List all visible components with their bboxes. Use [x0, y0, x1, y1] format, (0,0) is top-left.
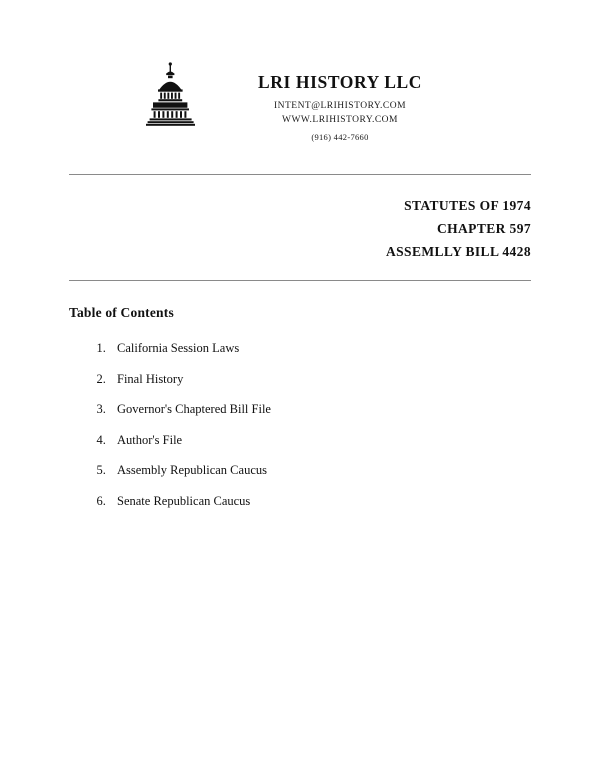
company-name: LRI HISTORY LLC — [258, 72, 422, 92]
list-item[interactable]: 6. Senate Republican Caucus — [109, 493, 531, 509]
list-item[interactable]: 3. Governor's Chaptered Bill File — [109, 401, 531, 417]
company-email: INTENT@LRIHISTORY.COM — [273, 101, 407, 111]
company-website: WWW.LRIHISTORY.COM — [282, 115, 398, 125]
title-block — [69, 175, 531, 263]
bill-number: ASSEMLLY BILL 4428 — [385, 244, 531, 259]
list-item[interactable]: 2. Final History — [109, 371, 531, 387]
statutes-year: STATUTES OF 1974 — [404, 198, 531, 213]
chapter-number: CHAPTER 597 — [436, 221, 531, 236]
page-title: Table of Contents — [69, 305, 174, 320]
table-of-contents — [69, 281, 531, 509]
list-item[interactable]: 1. California Session Laws — [109, 340, 531, 356]
toc-list — [69, 340, 531, 509]
list-item[interactable]: 4. Author's File — [109, 432, 531, 448]
capitol-dome-icon — [135, 60, 207, 132]
list-item[interactable]: 5. Assembly Republican Caucus — [109, 462, 531, 478]
company-phone: (916) 442-7660 — [311, 132, 369, 142]
letterhead — [0, 0, 600, 142]
letterhead-text — [211, 58, 465, 142]
